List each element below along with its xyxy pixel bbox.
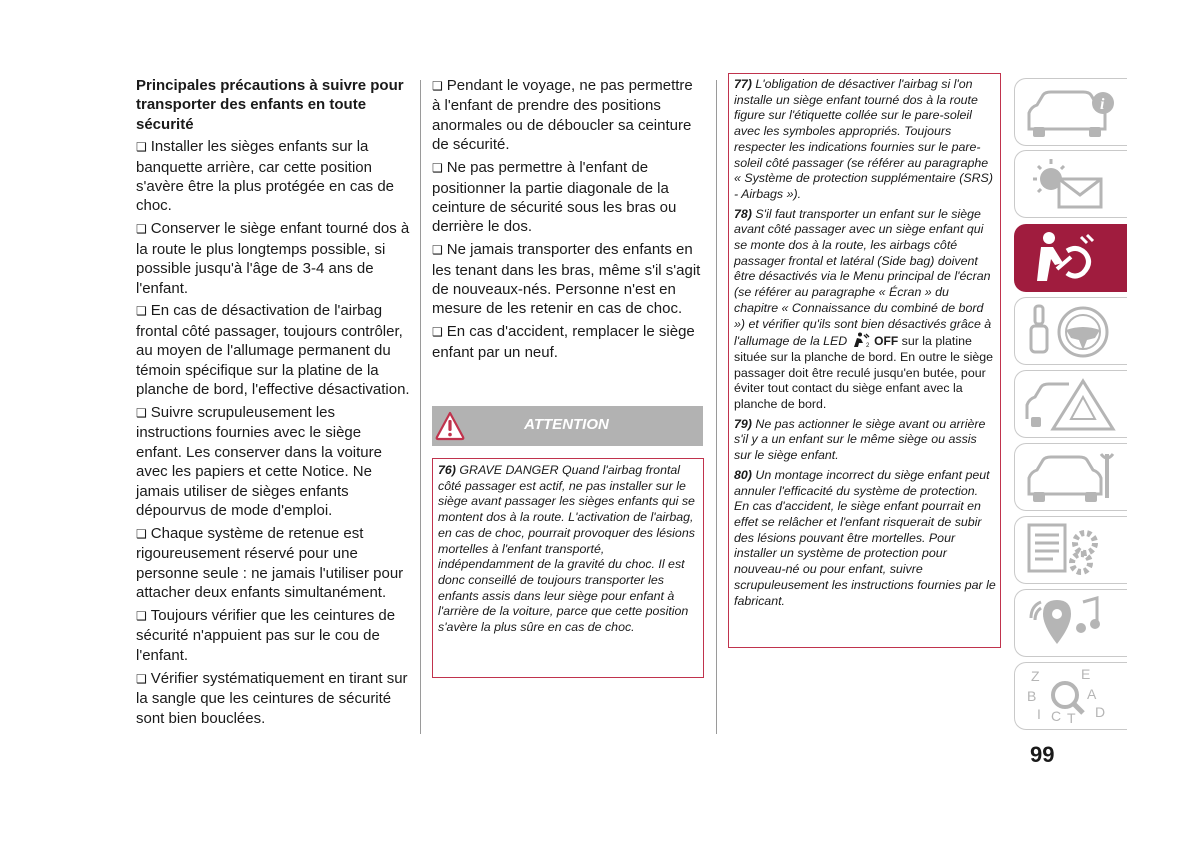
alphabet-index-icon — [1023, 667, 1123, 725]
svg-text:i: i — [1100, 96, 1105, 113]
tab-emergency[interactable] — [1014, 370, 1127, 438]
column-2 — [432, 76, 704, 366]
column-1 — [136, 76, 410, 732]
tab-index[interactable] — [1014, 662, 1127, 730]
note-text: Ne pas actionner le siège avant ou arrière s'il y a un enfant sur le même siège ou assis sur le siège enfant. — [734, 416, 986, 463]
tab-maintenance[interactable] — [1014, 443, 1127, 511]
svg-text:B: B — [1027, 688, 1037, 704]
tab-safety[interactable] — [1014, 224, 1127, 292]
key-steering-wheel-icon — [1023, 302, 1123, 360]
list-item: ❑ Installer les sièges enfants sur la banquette arrière, car cette position s'avère être la plus protégée en cas de choc. — [136, 137, 410, 216]
airbag-off-led-icon — [851, 332, 871, 348]
list-item: ❑ Conserver le siège enfant tourné dos à la route le plus longtemps possible, si possible jusqu'à l'âge de 3-4 ans de l'enfant. — [136, 219, 410, 298]
list-item: ❑ Pendant le voyage, ne pas permettre à l'enfant de prendre des positions anormales ou de déboucler sa ceinture de sécurité. — [432, 76, 704, 155]
tab-starting-driving[interactable] — [1014, 297, 1127, 365]
note-text: L'obligation de désactiver l'airbag si l'on installe un siège enfant tourné dos à la route figure sur l'étiquette collée sur le pare-soleil avec les symboles appropriés. Toujours respecter les indications fournies sur le pare-soleil côté passager (se référer au paragraphe « Système de protection supplémentaire (SRS) - Airbags »). — [734, 77, 993, 201]
car-wrench-icon — [1023, 448, 1123, 506]
note-78 — [734, 207, 996, 413]
note-79 — [734, 417, 996, 464]
list-item: ❑ Ne jamais transporter des enfants en les tenant dans les bras, même s'il s'agit de nouveaux-nés. Personne n'est en mesure de les retenir en cas de choc. — [432, 240, 704, 319]
note-number: 79) — [734, 416, 752, 431]
column-divider — [420, 80, 421, 734]
note-number: 80) — [734, 467, 752, 482]
note-number: 77) — [734, 77, 752, 91]
attention-box — [432, 458, 704, 678]
list-item: ❑ Suivre scrupuleusement les instructions fournies avec le siège enfant. Les conserver dans la voiture avec les papiers et cette Notice. Ne jamais utiliser de sièges enfants dépourvus de mode d'emploi. — [136, 403, 410, 520]
led-off-label: OFF — [874, 334, 899, 349]
svg-text:T: T — [1067, 710, 1076, 725]
airbag-seat-icon — [1023, 229, 1123, 287]
note-text: Un montage incorrect du siège enfant peut annuler l'efficacité du système de protection. En cas d'accident, le siège enfant pourrait en effet se relâcher et l'enfant risquerait de subir des lésions pouvant être mortelles. Pour installer un système de protection pour nouveau-né ou pour enfant, suivre scrupuleusement les instructions fournies par le fabricant. — [734, 467, 996, 608]
note-77 — [734, 77, 996, 203]
data-gears-icon — [1023, 521, 1123, 579]
car-info-icon — [1023, 83, 1123, 141]
list-item: ❑ Chaque système de retenue est rigoureusement réservé pour une personne seule : ne jamais l'utiliser pour attacher deux enfants simultanément. — [136, 524, 410, 603]
attention-title: ATTENTION — [524, 416, 609, 433]
svg-text:2: 2 — [865, 343, 870, 349]
column-divider — [716, 80, 717, 734]
list-item: ❑ En cas de désactivation de l'airbag frontal côté passager, toujours contrôler, au moyen de l'allumage permanent du témoin spécifique sur la platine de la planche de bord, l'effective désactivation. — [136, 301, 410, 399]
tab-car-info[interactable] — [1014, 78, 1127, 146]
note-80 — [734, 468, 996, 609]
audio-navigation-icon — [1023, 594, 1123, 652]
car-warning-triangle-icon — [1023, 375, 1123, 433]
list-item: ❑ Vérifier systématiquement en tirant sur la sangle que les ceintures de sécurité sont bien bouclées. — [136, 669, 410, 728]
section-heading: Principales précautions à suivre pour transporter des enfants en toute sécurité — [136, 77, 404, 133]
tab-lights-messages[interactable] — [1014, 150, 1127, 218]
list-item: ❑ Toujours vérifier que les ceintures de sécurité n'appuient pas sur le cou de l'enfant. — [136, 606, 410, 665]
note-text: GRAVE DANGER Quand l'airbag frontal côté passager est actif, ne pas installer sur le siège avant passager les sièges enfants qui se montent dos à la route. L'activation de l'airbag, en cas de choc, pourrait provoquer des lésions mortelles à l'enfant transporté, indépendamment de la gravité du choc. Il est donc conseillé de toujours transporter les enfants assis dans leur siège pour enfant à l'arrière de la voiture, parce que cette position s'avère la plus sûre en cas de choc. — [438, 463, 695, 635]
svg-text:I: I — [1037, 706, 1041, 722]
attention-header — [432, 406, 703, 446]
list-item: ❑ Ne pas permettre à l'enfant de positionner la partie diagonale de la ceinture de sécurité sous les bras ou derrière le dos. — [432, 158, 704, 237]
tab-technical-data[interactable] — [1014, 516, 1127, 584]
svg-text:D: D — [1095, 704, 1106, 720]
tab-multimedia[interactable] — [1014, 589, 1127, 657]
page-number: 99 — [1030, 742, 1055, 767]
lights-envelope-icon — [1023, 155, 1123, 213]
svg-text:C: C — [1051, 708, 1062, 724]
svg-text:E: E — [1081, 667, 1091, 682]
list-item: ❑ En cas d'accident, remplacer le siège enfant par un neuf. — [432, 322, 704, 362]
notes-box — [728, 73, 1001, 648]
svg-text:Z: Z — [1031, 668, 1040, 684]
svg-text:A: A — [1087, 686, 1097, 702]
note-text: S'il faut transporter un enfant sur le siège avant côté passager avec un siège enfant qui se monte dos à la route, les airbags côté passager frontal et latéral (Side bag) doivent être désactivés via le Menu principal de l'écran (se référer au paragraphe « Écran » du chapitre « Connaissance du combiné de bord ») et vérifier qu'ils sont bien désactivés grâce à l'allumage de la LED — [734, 206, 992, 349]
note-text: sur la platine située sur la planche de bord. En outre le siège passager doit être reculé jusqu'en butée, pour éviter tout contact du siège enfant avec la planche de bord. — [734, 334, 993, 412]
note-number: 76) — [438, 463, 456, 477]
note-number: 78) — [734, 206, 752, 221]
